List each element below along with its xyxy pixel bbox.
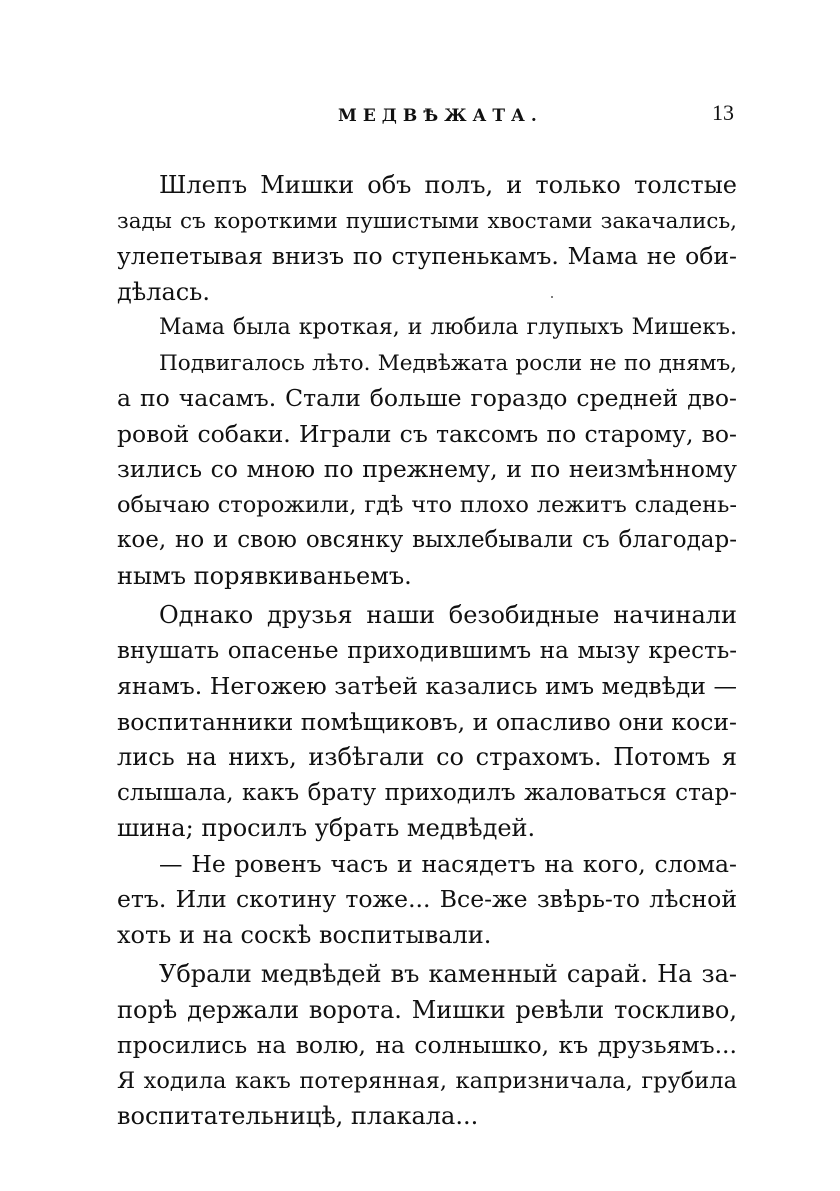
text-line: улепетывая внизъ по ступенькамъ. Мама не оби- (117, 242, 737, 270)
text-line: шина; просилъ убрать медвѣдей. (117, 814, 536, 842)
text-line: Мама была кроткая, и любила глупыхъ Мишекъ. (159, 315, 737, 340)
text-line: лись на нихъ, избѣгали со страхомъ. Потомъ я (117, 743, 737, 771)
text-line: хоть и на соскѣ воспитывали. (117, 920, 492, 949)
text-line: Однако друзья наши безобидные начинали (159, 601, 737, 629)
text-line: просились на волю, на солнышко, къ друзьямъ... (117, 1031, 737, 1059)
running-title: МЕДВѢЖАТА. (338, 106, 543, 126)
text-line: воспитанники помѣщиковъ, и опасливо они коси- (117, 707, 737, 736)
text-line: Подвигалось лѣто. Медвѣжата росли не по днямъ, (159, 350, 737, 376)
text-line: порѣ держали ворота. Мишки ревѣли тоскливо, (117, 995, 737, 1024)
text-line: Шлепъ Мишки объ полъ, и только толстые (159, 171, 737, 199)
body-text (117, 168, 737, 1135)
text-line: нымъ порявкиваньемъ. (117, 561, 412, 590)
text-line: внушать опасенье приходившимъ на мызу кресть- (117, 637, 737, 664)
text-line: обычаю сторожили, гдѣ что плохо лежитъ сладень- (117, 491, 737, 518)
text-line: кое, но и свою овсянку выхлебывали съ благодар- (117, 527, 737, 553)
text-line: янамъ. Негожею затѣей казались имъ медвѣди — (117, 672, 737, 700)
text-line: воспитательницѣ, плакала... (117, 1102, 479, 1130)
text-line: ровой собаки. Играли съ таксомъ по старому, во- (117, 419, 737, 448)
text-line: етъ. Или скотину тоже... Все-же звѣрь-то лѣсной (117, 885, 737, 913)
text-line: зились со мною по прежнему, и по неизмѣнному (117, 455, 737, 483)
text-line: зады съ короткими пушистыми хвостами закачались, (117, 208, 737, 234)
text-line: а по часамъ. Стали больше гораздо средней дво- (117, 384, 737, 412)
text-line: — Не ровенъ часъ и насядетъ на кого, слома- (159, 849, 737, 878)
text-line: Убрали медвѣдей въ каменный сарай. На за- (159, 960, 737, 988)
text-line: дѣлась. (117, 277, 210, 306)
text-line: Я ходила какъ потерянная, капризничала, грубила (117, 1067, 737, 1094)
page-number: 13 (712, 100, 734, 125)
text-line: слышала, какъ брату приходилъ жаловаться стар- (117, 779, 737, 806)
